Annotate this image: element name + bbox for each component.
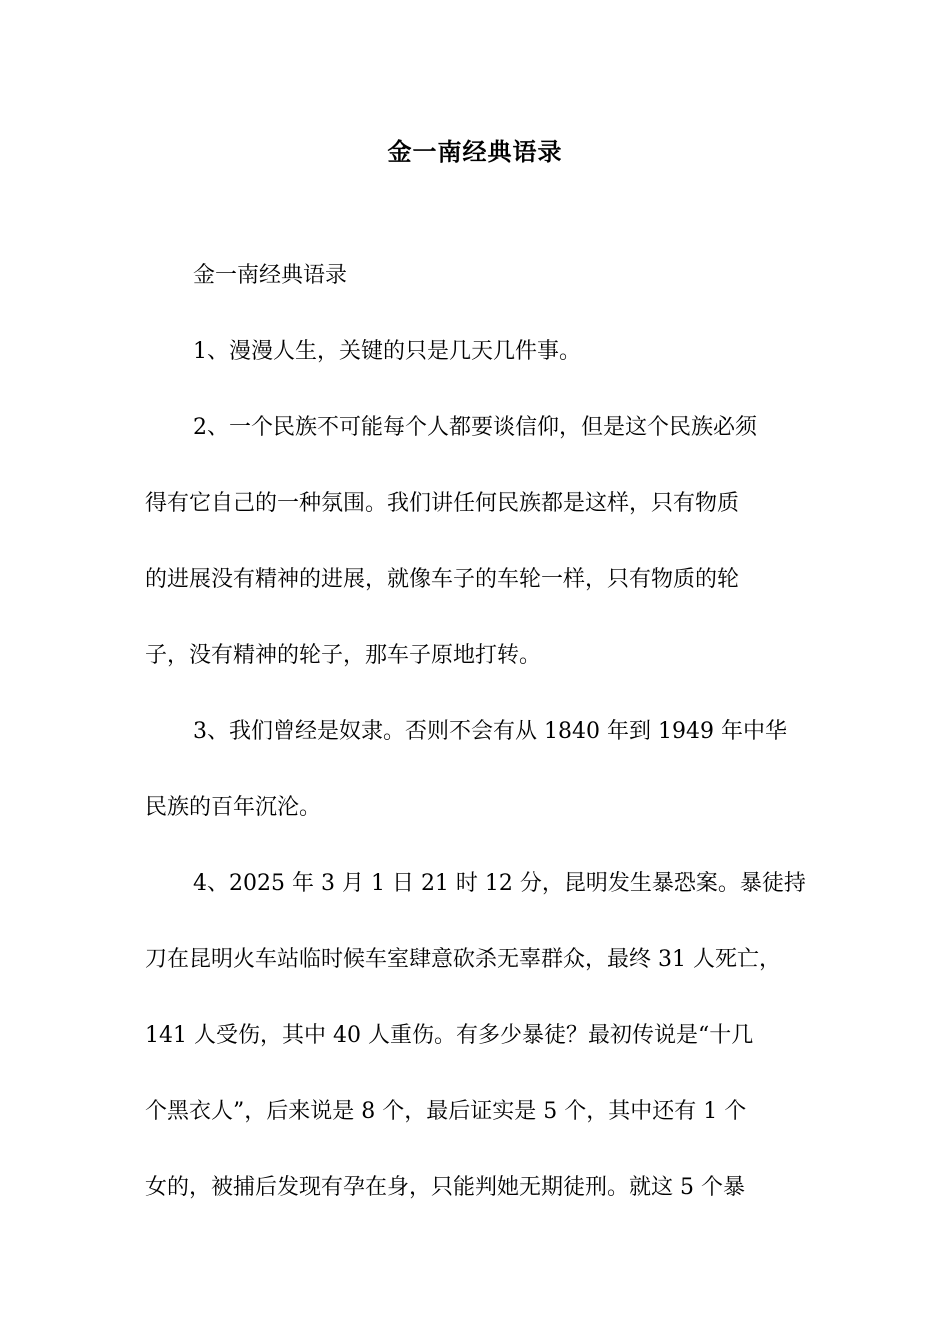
quote-4-line-5: 女的，被捕后发现有孕在身，只能判她无期徒刑。就这 5 个暴	[145, 1175, 745, 1200]
quote-4-line-4: 个黑衣人”，后来说是 8 个，最后证实是 5 个，其中还有 1 个	[145, 1099, 747, 1124]
quote-4-line-1: 4、2025 年 3 月 1 日 21 时 12 分，昆明发生暴恐案。暴徒持	[193, 871, 806, 896]
quote-3-line-1: 3、我们曾经是奴隶。否则不会有从 1840 年到 1949 年中华	[193, 719, 787, 744]
quote-2-line-4: 子，没有精神的轮子，那车子原地打转。	[145, 643, 542, 668]
quote-2-line-2: 得有它自己的一种氛围。我们讲任何民族都是这样，只有物质	[145, 491, 740, 516]
quote-3-line-2: 民族的百年沉沦。	[145, 795, 322, 820]
quote-2-line-1: 2、一个民族不可能每个人都要谈信仰，但是这个民族必须	[193, 415, 757, 440]
paragraph-heading: 金一南经典语录	[193, 263, 348, 288]
quote-4-line-3: 141 人受伤，其中 40 人重伤。有多少暴徒？最初传说是“十几	[145, 1023, 754, 1048]
quote-4-line-2: 刀在昆明火车站临时候车室肆意砍杀无辜群众，最终 31 人死亡，	[145, 947, 781, 972]
document-title: 金一南经典语录	[387, 137, 563, 166]
quote-1-line-1: 1、漫漫人生，关键的只是几天几件事。	[193, 339, 581, 364]
document-body	[145, 256, 825, 1244]
quote-2-line-3: 的进展没有精神的进展，就像车子的车轮一样，只有物质的轮	[145, 567, 740, 592]
